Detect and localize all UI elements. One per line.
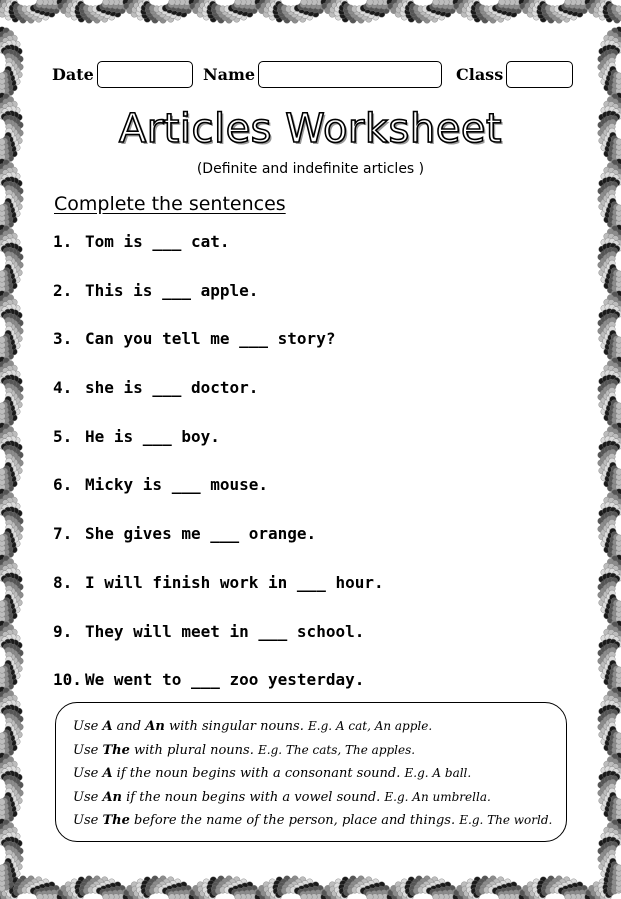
- question-text: This is ___ apple.: [85, 280, 259, 300]
- rule-article: An: [102, 789, 122, 805]
- date-label: Date: [52, 65, 94, 84]
- question-item: [53, 620, 384, 669]
- question-item: [53, 376, 384, 425]
- question-text: She gives me ___ orange.: [85, 524, 317, 544]
- rule-line: [73, 739, 566, 763]
- question-number: 3.: [53, 329, 73, 349]
- rule-text: if the noun begins with a vowel sound.: [122, 789, 385, 805]
- worksheet-title: Articles Worksheet: [118, 106, 503, 152]
- question-number: 9.: [53, 621, 73, 641]
- question-number: 5.: [53, 426, 73, 446]
- question-item: [53, 425, 384, 474]
- rule-article: A: [102, 719, 113, 734]
- question-item: [53, 327, 384, 376]
- rule-text: Use: [73, 742, 103, 758]
- rule-example: E.g. The world.: [459, 813, 553, 827]
- question-text: He is ___ boy.: [85, 426, 220, 446]
- question-number: 4.: [53, 378, 73, 398]
- question-text: I will finish work in ___ hour.: [85, 572, 384, 592]
- rule-article: The: [102, 813, 130, 828]
- rule-article: The: [102, 742, 130, 758]
- rule-text: Use: [73, 789, 103, 805]
- rule-text: Use: [73, 813, 103, 828]
- name-label: Name: [203, 65, 256, 84]
- rule-example: E.g. A cat, An apple.: [308, 719, 433, 733]
- rule-example: E.g. The cats, The apples.: [258, 742, 416, 757]
- question-number: 1.: [53, 232, 73, 251]
- rule-line: [73, 762, 566, 786]
- rule-text: and: [112, 719, 146, 734]
- question-item: [53, 522, 384, 571]
- rule-text: Use: [73, 766, 103, 781]
- date-field[interactable]: [97, 61, 193, 88]
- question-item: [53, 279, 384, 328]
- rule-example: E.g. An umbrella.: [384, 789, 491, 804]
- question-text: she is ___ doctor.: [85, 378, 259, 398]
- rule-text: if the noun begins with a consonant sound.: [112, 766, 405, 781]
- question-item: [53, 473, 384, 522]
- instruction-heading: Complete the sentences: [54, 193, 286, 215]
- class-field[interactable]: [506, 61, 573, 88]
- question-item: [53, 571, 384, 620]
- question-number: 2.: [53, 280, 73, 300]
- rule-text: Use: [73, 719, 103, 734]
- question-list: [53, 230, 384, 717]
- question-text: Tom is ___ cat.: [85, 232, 230, 251]
- question-number: 10.: [53, 670, 82, 690]
- name-field[interactable]: [258, 61, 442, 88]
- rule-example: E.g. A ball.: [404, 766, 472, 780]
- question-number: 8.: [53, 572, 73, 592]
- question-text: Can you tell me ___ story?: [85, 329, 336, 349]
- question-text: They will meet in ___ school.: [85, 621, 365, 641]
- question-item: [53, 230, 384, 279]
- rule-line: [73, 715, 566, 739]
- rule-text: before the name of the person, place and things.: [129, 813, 460, 828]
- class-label: Class: [456, 65, 504, 84]
- worksheet-subtitle: (Definite and indefinite articles ): [196, 161, 425, 177]
- rule-text: with plural nouns.: [129, 742, 258, 758]
- rule-article: An: [145, 719, 165, 734]
- question-number: 7.: [53, 524, 73, 544]
- question-text: We went to ___ zoo yesterday.: [85, 670, 365, 690]
- question-number: 6.: [53, 475, 73, 495]
- rule-article: A: [102, 766, 113, 781]
- rule-line: [73, 809, 566, 833]
- rule-line: [73, 786, 566, 810]
- rule-text: with singular nouns.: [164, 719, 308, 734]
- question-text: Micky is ___ mouse.: [85, 475, 269, 495]
- rules-box: [55, 702, 567, 842]
